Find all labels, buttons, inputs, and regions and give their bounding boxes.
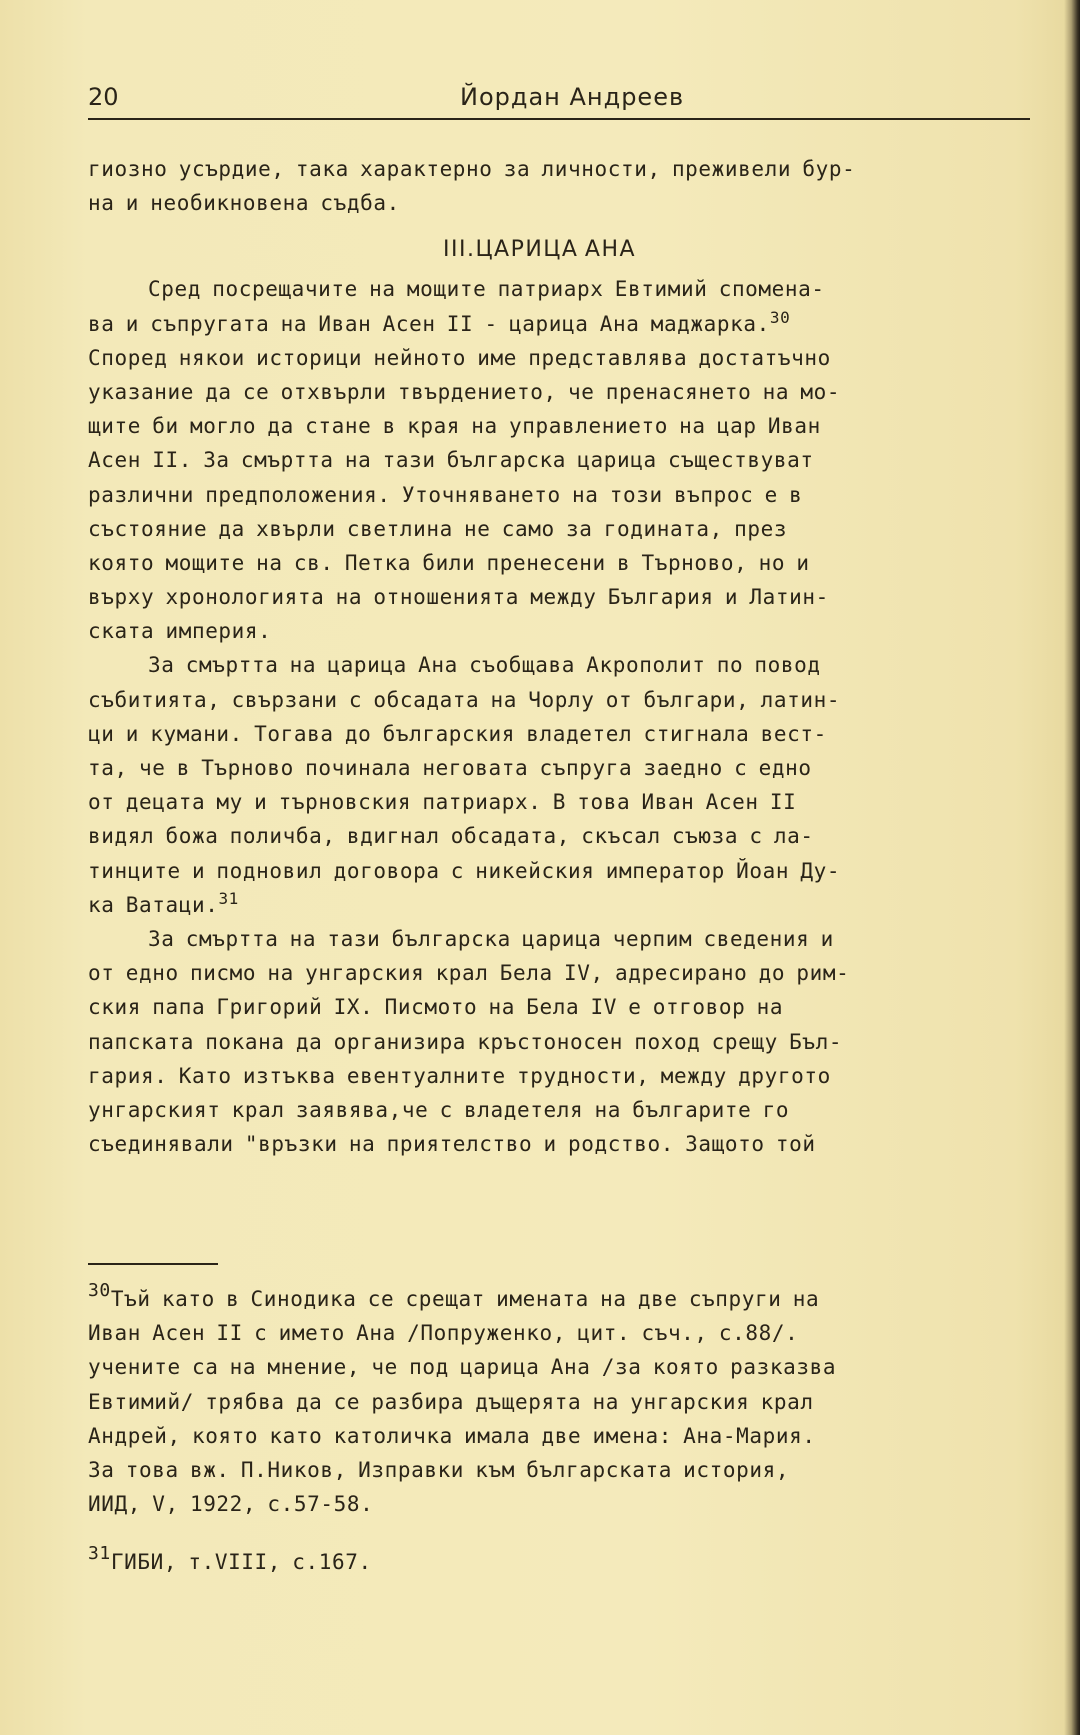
footnote-reference: 31 bbox=[218, 888, 239, 908]
body-line bbox=[88, 990, 1048, 1024]
body-line-text: която мощите на св. Петка били пренесени в Търново, но и bbox=[88, 550, 810, 575]
footnote-text: учените са на мнение, че под царица Ана /за която разказва bbox=[88, 1355, 837, 1380]
footnote-number: 30 bbox=[88, 1280, 111, 1301]
body-line bbox=[88, 956, 1048, 990]
body-line-text: папската покана да организира кръстоносен поход срещу Бъл- bbox=[88, 1029, 843, 1054]
footnote-text: Евтимий/ трябва да се разбира дъщерята на унгарския крал bbox=[88, 1389, 814, 1414]
body-text bbox=[88, 152, 1048, 1161]
footnote-text: Андрей, която като католичка имала две имена: Ана-Мария. bbox=[88, 1423, 816, 1448]
footnote-line bbox=[88, 1316, 1048, 1350]
body-line-text: различни предположения. Уточняването на този въпрос е в bbox=[88, 482, 803, 507]
body-line-text: ци и кумани. Тогава до българския владетел стигнала вест- bbox=[88, 721, 827, 746]
body-line bbox=[88, 683, 1048, 717]
body-line bbox=[88, 186, 1048, 220]
footnote-line bbox=[88, 1545, 1048, 1579]
footnote-text: За това вж. П.Ников, Изправки към българската история, bbox=[88, 1457, 790, 1482]
body-line-text: та, че в Търново починала неговата съпруга заедно с едно bbox=[88, 756, 812, 780]
body-line-text: ка Ватаци. bbox=[88, 892, 219, 917]
body-line bbox=[88, 1025, 1048, 1059]
footnote-gap bbox=[88, 1521, 1048, 1545]
footnote-line bbox=[88, 1385, 1048, 1419]
footnote-line bbox=[88, 1453, 1048, 1487]
body-line bbox=[88, 922, 1048, 956]
footnote-text: ИИД, V, 1922, с.57-58. bbox=[88, 1492, 374, 1517]
footnote-text: ГИБИ, т.VIII, с.167. bbox=[110, 1550, 372, 1575]
footnote-line bbox=[88, 1419, 1048, 1453]
body-line bbox=[88, 1127, 1048, 1161]
body-line bbox=[88, 751, 1048, 785]
body-line bbox=[88, 819, 1048, 853]
body-line-text: За смъртта на царица Ана съобщава Акрополит по повод bbox=[148, 653, 821, 678]
body-line-text: гария. Като изтъква евентуалните трудности, между другото bbox=[88, 1063, 831, 1088]
section-heading bbox=[88, 220, 1048, 268]
body-line bbox=[88, 409, 1048, 443]
body-line bbox=[88, 580, 1048, 614]
binding-shadow bbox=[1064, 0, 1080, 1735]
body-line-text: гиозно усърдие, така характерно за личности, преживели бур- bbox=[88, 157, 856, 181]
body-line-text: върху хронологията на отношенията между България и Латин- bbox=[88, 585, 829, 610]
body-line-text: Според някои историци нейното име представлява достатъчно bbox=[88, 345, 831, 370]
body-line bbox=[88, 443, 1048, 477]
body-line bbox=[88, 307, 1048, 341]
body-line-text: съединявали "връзки на приятелство и родство. Защото той bbox=[88, 1132, 816, 1157]
body-line-text: За смъртта на тази българска царица черпим сведения и bbox=[148, 926, 834, 951]
body-line-text: щите би могло да стане в края на управлението на цар Иван bbox=[88, 414, 821, 439]
body-line bbox=[88, 614, 1048, 648]
body-line bbox=[88, 1059, 1048, 1093]
body-line bbox=[88, 854, 1048, 888]
body-line bbox=[88, 512, 1048, 546]
body-line bbox=[88, 152, 1048, 186]
footnote-line bbox=[88, 1282, 1048, 1316]
body-line-text: събитията, свързани с обсадата на Чорлу от българи, латин- bbox=[88, 687, 841, 712]
body-line-text: ската империя. bbox=[88, 619, 272, 644]
body-line-text: III.ЦАРИЦА АНА bbox=[443, 237, 637, 263]
body-line bbox=[88, 272, 1048, 306]
body-line-text: указание да се отхвърли твърдението, че пренасянето на мо- bbox=[88, 379, 841, 404]
page-header bbox=[88, 83, 1032, 123]
body-line-text: на и необикновена съдба. bbox=[88, 191, 400, 216]
body-line-text: тинците и подновил договора с никейския император Йоан Ду- bbox=[88, 858, 841, 883]
body-line bbox=[88, 341, 1048, 375]
body-line bbox=[88, 546, 1048, 580]
body-line-text: ва и съпругата на Иван Асен II - царица Ана маджарка. bbox=[88, 311, 770, 336]
body-line-text: видял божа поличба, вдигнал обсадата, скъсал съюза с ла- bbox=[88, 824, 814, 849]
body-line-text: състояние да хвърли светлина не само за годината, през bbox=[88, 516, 788, 541]
footnote-text: Тъй като в Синодика се срещат имената на две съпруги на bbox=[110, 1287, 820, 1311]
footnote-rule bbox=[88, 1263, 218, 1265]
body-line-text: от едно писмо на унгарския крал Бела IV, адресирано до рим- bbox=[88, 961, 850, 986]
footnote-reference: 30 bbox=[769, 307, 791, 327]
body-line-text: ския папа Григорий IX. Писмото на Бела IV е отговор на bbox=[88, 995, 784, 1020]
page-number: 20 bbox=[88, 83, 119, 111]
body-line bbox=[88, 785, 1048, 819]
footnote-text: Иван Асен II с името Ана /Попруженко, цит. съч., с.88/. bbox=[88, 1321, 799, 1346]
body-line bbox=[88, 375, 1048, 409]
body-line bbox=[88, 478, 1048, 512]
body-line bbox=[88, 888, 1048, 922]
body-line-text: Асен II. За смъртта на тази българска царица съществуват bbox=[88, 448, 814, 473]
body-line-text: унгарският крал заявява,че с владетеля на българите го bbox=[88, 1097, 790, 1122]
header-rule bbox=[88, 118, 1030, 120]
footnote-number: 31 bbox=[88, 1543, 111, 1565]
body-line bbox=[88, 648, 1048, 682]
body-line bbox=[88, 1093, 1048, 1127]
footnote-line bbox=[88, 1487, 1048, 1521]
footnote-line bbox=[88, 1350, 1048, 1384]
footnotes bbox=[88, 1282, 1048, 1580]
body-line bbox=[88, 717, 1048, 751]
body-line-text: от децата му и търновския патриарх. В това Иван Асен II bbox=[88, 790, 797, 815]
body-line-text: Сред посрещачите на мощите патриарх Евтимий спомена- bbox=[148, 277, 825, 302]
running-head-author: Йордан Андреев bbox=[460, 83, 685, 111]
